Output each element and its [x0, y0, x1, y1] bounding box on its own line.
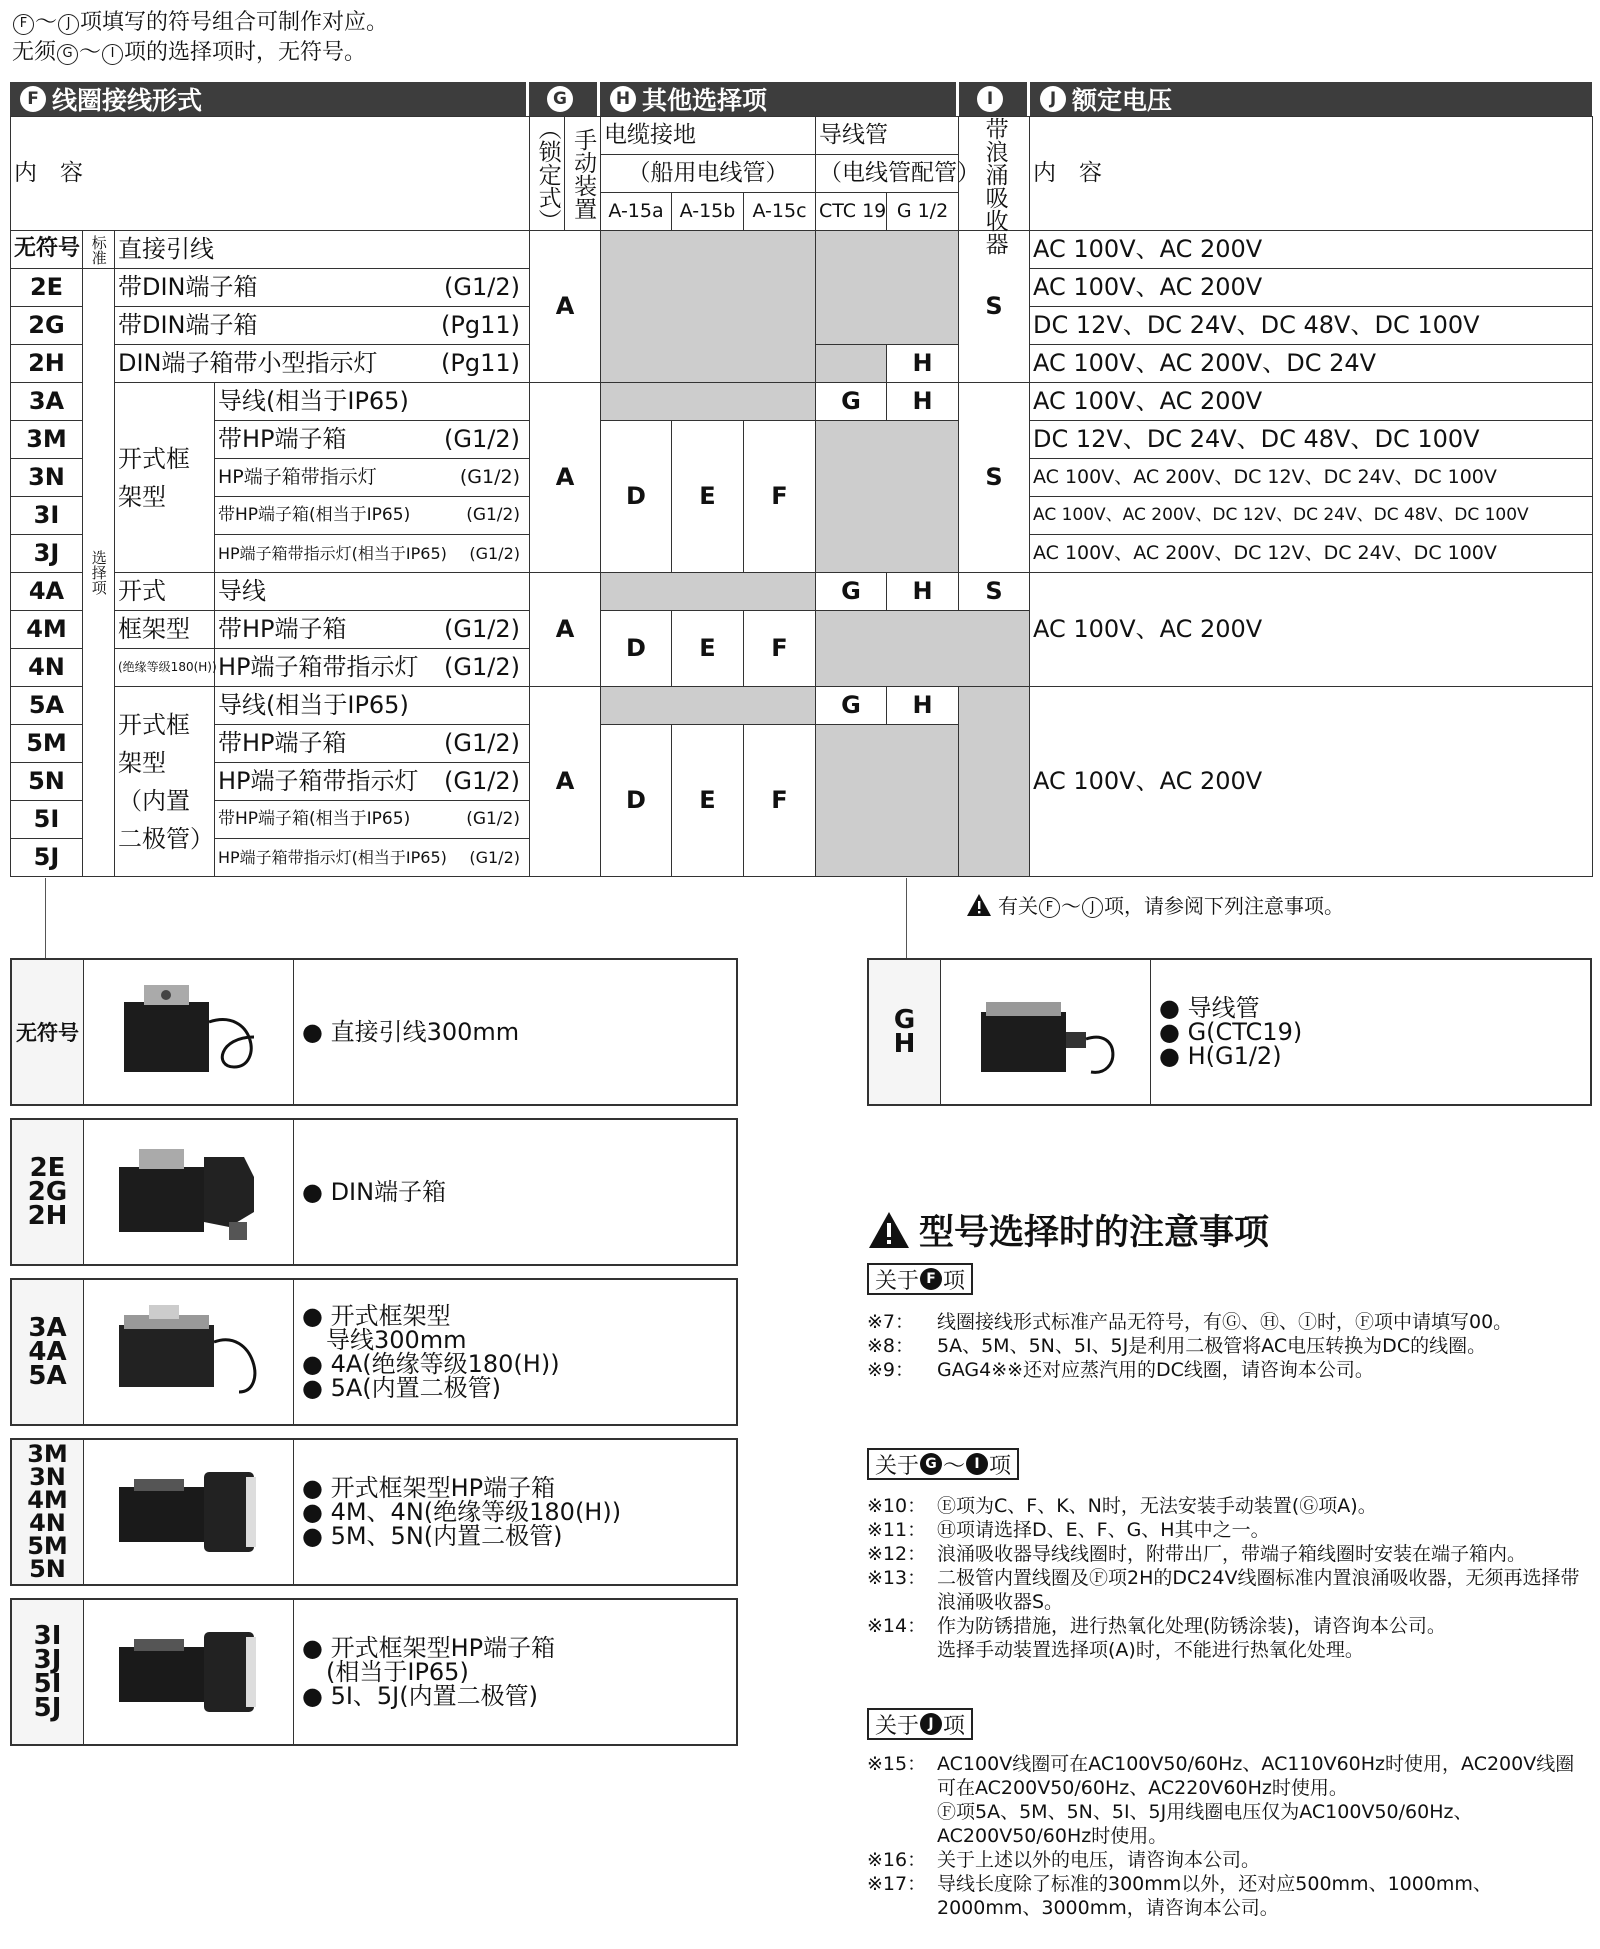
code-4a: 4A — [11, 573, 83, 611]
pic-box-open-frame — [10, 1278, 738, 1426]
open-frame-image — [84, 1280, 294, 1424]
about-j-label: 关于 J 项 — [867, 1708, 973, 1740]
desc-r3: DIN端子箱带小型指示灯 — [118, 349, 378, 378]
mark-s-1: S — [959, 231, 1030, 383]
mark-h-1: H — [887, 345, 959, 383]
desc-r15: 带HP端子箱(相当于IP65) — [218, 809, 411, 830]
header-g12: G 1/2 — [887, 193, 959, 231]
code-4n: 4N — [11, 649, 83, 687]
mark-a-1: A — [530, 231, 601, 383]
code-3i: 3I — [11, 497, 83, 535]
code-2g: 2G — [11, 307, 83, 345]
volt-r7: AC 100V、AC 200V、DC 12V、DC 24V、DC 48V、DC 100V — [1030, 497, 1593, 535]
pic-line: ● 4A(绝缘等级180(H)) — [302, 1350, 560, 1378]
pic-box-hp-ip65 — [10, 1598, 738, 1746]
pic-line: ● 5A(内置二极管) — [302, 1374, 501, 1402]
header-a15b: A-15b — [672, 193, 744, 231]
spec-r5: (G1/2) — [444, 425, 520, 454]
mark-h-4: H — [887, 687, 959, 725]
header-ground: 电缆接地 — [601, 117, 816, 155]
intro-line-1: F ～ J 项填写的符号组合可制作对应。 — [12, 8, 388, 38]
warning-icon — [867, 1210, 911, 1250]
na-cell — [959, 687, 1030, 877]
header-conduit-sub: （电线管配管） — [816, 155, 959, 193]
spec-r15: (G1/2) — [466, 809, 520, 830]
na-cell — [816, 345, 887, 383]
pic-line: ● DIN端子箱 — [302, 1178, 447, 1206]
mark-g-1: G — [816, 383, 887, 421]
na-cell — [601, 383, 816, 421]
spec-r10: (G1/2) — [444, 615, 520, 644]
desc-r4: 导线(相当于IP65) — [215, 383, 530, 421]
spec-r16: (G1/2) — [469, 847, 520, 867]
pic-box-none — [10, 958, 738, 1106]
code-5a: 5A — [11, 687, 83, 725]
conduit-image — [941, 960, 1151, 1104]
code-none: 无符号 — [11, 231, 83, 269]
volt-r8: AC 100V、AC 200V、DC 12V、DC 24V、DC 100V — [1030, 535, 1593, 573]
warning-reference: 有关 F ～ J 项，请参阅下列注意事项。 — [966, 890, 1344, 919]
pic-line: ● 5M、5N(内置二极管) — [302, 1522, 563, 1550]
code-3m: 3M — [11, 421, 83, 459]
pic-line: (相当于IP65) — [302, 1658, 469, 1686]
precautions-title: 型号选择时的注意事项 — [867, 1205, 1269, 1255]
pic-codes: 3M 3N 4M 4N 5M 5N — [12, 1440, 84, 1584]
code-2e: 2E — [11, 269, 83, 307]
header-h: H 其他选择项 — [600, 82, 956, 116]
pic-line: ● 开式框架型HP端子箱 — [302, 1474, 556, 1502]
volt-r13: AC 100V、AC 200V — [1030, 687, 1593, 877]
volt-r2: DC 12V、DC 24V、DC 48V、DC 100V — [1030, 307, 1593, 345]
intro-line-2: 无须 G ～ I 项的选择项时，无符号。 — [12, 40, 367, 65]
din-box-image — [84, 1120, 294, 1264]
header-f: F 线圈接线形式 — [10, 82, 526, 116]
spec-r14: (G1/2) — [444, 767, 520, 796]
pic-box-hp — [10, 1438, 738, 1586]
hp-ip65-image — [84, 1600, 294, 1744]
spec-r3: (Pg11) — [441, 349, 520, 378]
pic-line: ● 5I、5J(内置二极管) — [302, 1682, 538, 1710]
header-voltage-content: 内 容 — [1030, 117, 1593, 231]
pic-codes: 2E 2G 2H — [12, 1120, 84, 1264]
group-r12: 开式框架型（内置二极管） — [115, 687, 215, 877]
desc-r9: 导线 — [215, 573, 530, 611]
label-standard: 标准 — [83, 231, 115, 269]
about-gi-label: 关于 G ～ I 项 — [867, 1448, 1019, 1480]
mark-g-2: G — [816, 573, 887, 611]
mark-e-3: E — [672, 725, 744, 877]
desc-r10: 带HP端子箱 — [218, 615, 347, 644]
desc-r12: 导线(相当于IP65) — [215, 687, 530, 725]
mark-h-3: H — [887, 573, 959, 611]
group-r9-2: 框架型 — [115, 611, 215, 649]
desc-r2: 带DIN端子箱 — [118, 311, 258, 340]
mark-f-3: F — [744, 725, 816, 877]
code-5n: 5N — [11, 763, 83, 801]
hp-box-image — [84, 1440, 294, 1584]
code-3j: 3J — [11, 535, 83, 573]
na-cell — [816, 421, 959, 573]
volt-r4: AC 100V、AC 200V — [1030, 383, 1593, 421]
volt-r6: AC 100V、AC 200V、DC 12V、DC 24V、DC 100V — [1030, 459, 1593, 497]
spec-r6: (G1/2) — [459, 466, 520, 489]
code-2h: 2H — [11, 345, 83, 383]
header-surge: 带浪涌吸收器 — [959, 117, 1030, 231]
desc-r14: HP端子箱带指示灯 — [218, 767, 419, 796]
pic-line: ● G(CTC19) — [1159, 1018, 1303, 1046]
pic-box-din — [10, 1118, 738, 1266]
desc-r11: HP端子箱带指示灯 — [218, 653, 419, 682]
mark-a-2: A — [530, 383, 601, 573]
header-ground-sub: （船用电线管） — [601, 155, 816, 193]
connector-line — [906, 878, 907, 960]
mark-g-3: G — [816, 687, 887, 725]
pic-line: ● 开式框架型 — [302, 1302, 451, 1330]
mark-e-1: E — [672, 421, 744, 573]
mark-d-2: D — [601, 611, 672, 687]
desc-r16: HP端子箱带指示灯(相当于IP65) — [218, 847, 447, 867]
code-4m: 4M — [11, 611, 83, 649]
pic-box-conduit — [867, 958, 1592, 1106]
code-5m: 5M — [11, 725, 83, 763]
notes-j: ※15： AC100V线圈可在AC100V50/60Hz、AC110V60Hz时使用，AC200V线圈可在AC200V50/60Hz、AC220V60Hz时使用。 Ⓕ项5A、5M、5N、5I、5J用线圈电压仅为AC100V50/60Hz、AC200V50/60Hz时使用。 ※16： 关于上述以外的电压，请咨询本公司。 ※17： 导线长度除了标准的300mm以外，还对应500mm、1000mm、2000mm、3000mm，请咨询本公司。 — [867, 1753, 1575, 1919]
pic-line: ● 导线管 — [1159, 994, 1260, 1022]
mark-a-4: A — [530, 687, 601, 877]
mark-h-2: H — [887, 383, 959, 421]
notes-f: ※7： 线圈接线形式标准产品无符号，有Ⓖ、Ⓗ、Ⓘ时，Ⓕ项中请填写00。 ※8： 5A、5M、5N、5I、5J是利用二极管将AC电压转换为DC的线圈。 ※9： GAG4※※还对应蒸汽用的DC线圈，请咨询本公司。 — [867, 1311, 1513, 1381]
header-a15a: A-15a — [601, 193, 672, 231]
header-content: 内 容 — [11, 117, 530, 231]
volt-r1: AC 100V、AC 200V — [1030, 269, 1593, 307]
na-cell — [601, 231, 816, 383]
header-j: J 额定电压 — [1030, 82, 1592, 116]
header-manual: 手动装置 — [565, 117, 601, 231]
mark-s-3: S — [959, 573, 1030, 611]
spec-r7: (G1/2) — [466, 505, 520, 526]
desc-r1: 带DIN端子箱 — [118, 273, 258, 302]
header-g: G — [529, 82, 597, 116]
volt-r10: AC 100V、AC 200V — [1030, 573, 1593, 687]
about-f-label: 关于 F 项 — [867, 1263, 973, 1295]
mark-e-2: E — [672, 611, 744, 687]
coil-lead-image — [84, 960, 294, 1104]
mark-d-1: D — [601, 421, 672, 573]
desc-r7: 带HP端子箱(相当于IP65) — [218, 505, 411, 526]
code-3a: 3A — [11, 383, 83, 421]
desc-r0: 直接引线 — [115, 231, 530, 269]
pic-line: 导线300mm — [302, 1326, 467, 1354]
mark-f-2: F — [744, 611, 816, 687]
volt-r0: AC 100V、AC 200V — [1030, 231, 1593, 269]
warning-icon — [966, 893, 992, 917]
code-3n: 3N — [11, 459, 83, 497]
pic-codes: 3I 3J 5I 5J — [12, 1600, 84, 1744]
na-cell — [816, 231, 959, 345]
mark-d-3: D — [601, 725, 672, 877]
na-cell — [601, 573, 816, 611]
pic-line: ● 直接引线300mm — [302, 1018, 520, 1046]
code-5i: 5I — [11, 801, 83, 839]
group-r9-3: (绝缘等级180(H)) — [115, 649, 215, 687]
na-cell — [601, 687, 816, 725]
volt-r3: AC 100V、AC 200V、DC 24V — [1030, 345, 1593, 383]
desc-r6: HP端子箱带指示灯 — [218, 466, 377, 489]
group-r9-1: 开式 — [115, 573, 215, 611]
spec-r2: (Pg11) — [441, 311, 520, 340]
group-r4: 开式框架型 — [115, 383, 215, 573]
na-cell — [816, 725, 959, 877]
desc-r8: HP端子箱带指示灯(相当于IP65) — [218, 543, 447, 563]
pic-codes: 无符号 — [12, 960, 84, 1104]
pic-codes: 3A 4A 5A — [12, 1280, 84, 1424]
spec-r11: (G1/2) — [444, 653, 520, 682]
header-a15c: A-15c — [744, 193, 816, 231]
notes-gi: ※10： Ⓔ项为C、F、K、N时，无法安装手动装置(Ⓖ项A)。 ※11： Ⓗ项请选择D、E、F、G、H其中之一。 ※12： 浪涌吸收器导线线圈时，附带出厂，带端子箱线圈时安装在端子箱内。 ※13： 二极管内置线圈及Ⓕ项2H的DC24V线圈标准内置浪涌吸收器，无须再选择带浪涌吸收器S。 ※14： 作为防锈措施，进行热氧化处理(防锈涂装)，请咨询本公司。 选择手动装置选择项(A)时，不能进行热氧化处理。 — [867, 1495, 1580, 1661]
na-cell — [816, 611, 1030, 687]
spec-r13: (G1/2) — [444, 729, 520, 758]
pic-line: ● 开式框架型HP端子箱 — [302, 1634, 556, 1662]
header-i: I — [959, 82, 1027, 116]
header-lock: （锁定式） — [530, 117, 565, 231]
spec-table — [10, 116, 1593, 877]
code-5j: 5J — [11, 839, 83, 877]
spec-r1: (G1/2) — [444, 273, 520, 302]
mark-s-2: S — [959, 383, 1030, 573]
volt-r5: DC 12V、DC 24V、DC 48V、DC 100V — [1030, 421, 1593, 459]
connector-line — [45, 878, 46, 960]
header-ctc19: CTC 19 — [816, 193, 887, 231]
pic-line: ● 4M、4N(绝缘等级180(H)) — [302, 1498, 622, 1526]
desc-r13: 带HP端子箱 — [218, 729, 347, 758]
spec-r8: (G1/2) — [469, 543, 520, 563]
desc-r5: 带HP端子箱 — [218, 425, 347, 454]
mark-f-1: F — [744, 421, 816, 573]
pic-line: ● H(G1/2) — [1159, 1042, 1282, 1070]
pic-codes: G H — [869, 960, 941, 1104]
label-options: 选择项 — [83, 269, 115, 877]
mark-a-3: A — [530, 573, 601, 687]
header-conduit: 导线管 — [816, 117, 959, 155]
